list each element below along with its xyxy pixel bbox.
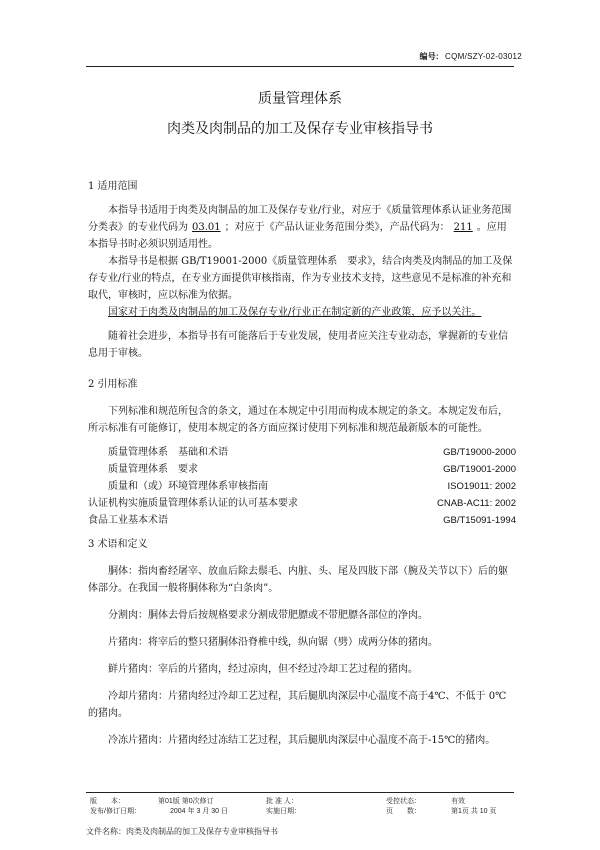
- standard-name: 认证机构实施质量管理体系认证的认可基本要求: [88, 498, 298, 509]
- document-body: [88, 178, 516, 749]
- edition-value: 第01版 第0次修订: [158, 798, 214, 805]
- term-definition: 分割肉：胴体去骨后按规格要求分割成带肥膘或不带肥膘各部位的净肉。: [108, 610, 428, 621]
- product-code: 211: [453, 222, 473, 233]
- standards-list: [88, 444, 516, 529]
- standard-code: GB/T15091-1994: [443, 515, 516, 526]
- page-title: 质量管理体系: [258, 91, 342, 107]
- implementation-date-label: 实施日期：: [266, 808, 301, 815]
- standard-name: 食品工业基本术语: [88, 515, 168, 526]
- standard-code: ISO19011: 2002: [447, 481, 516, 492]
- document-footer: [86, 792, 514, 815]
- approver-label: 批 准 人：: [266, 798, 298, 805]
- edition-label: 版 本：: [90, 798, 125, 805]
- standard-code: GB/T19000-2000: [443, 447, 516, 458]
- references-paragraph: 下列标准和规范所包含的条文，通过在本规定中引用而构成本规定的条文。本规定发布后，所示标准有可能修订，使用本规定的各方面应探讨使用下列标准和规范最新版本的可能性。: [88, 406, 508, 434]
- file-name: 文件名称：肉类及肉制品的加工及保存专业审核指导书: [86, 827, 278, 836]
- standard-name: 质量管理体系 要求: [108, 464, 198, 475]
- term-definition: 鲜片猪肉：宰后的片猪肉，经过凉肉，但不经过冷却工艺过程的猪肉。: [108, 664, 418, 675]
- standard-row: [88, 461, 516, 478]
- status-label: 受控状态：: [386, 798, 421, 805]
- standard-name: 质量管理体系 基础和术语: [108, 447, 228, 458]
- scope-paragraph-2: 本指导书是根据 GB/T19001-2000《质量管理体系 要求》，结合肉类及肉制品的加工及保存专业/行业的特点，在专业方面提供审核指南，作为专业技术支持，这些意见不是标准的补充和取代，审核时，应以标准为依据。: [88, 256, 513, 301]
- document-number-label: 编号:: [419, 52, 440, 61]
- term-definition: 胴体：指肉畜经屠宰、放血后除去鬃毛、内脏、头、尾及四肢下部（腕及关节以下）后的躯体部分。在我国一般将胴体称为“白条肉”。: [88, 566, 508, 594]
- publish-date-value: 2004 年 3 月 30 日: [170, 808, 228, 815]
- page-count-label: 页 数：: [386, 808, 421, 815]
- scope-p1-text-a: 本指导书适用于肉类及肉制品的加工及保存专业/行业，对应于《质量管理体系认证业务范围分类表》的专业代码为: [88, 205, 512, 233]
- standard-row: [88, 512, 516, 529]
- scope-paragraph-4: 随着社会进步，本指导书有可能落后于专业发展，使用者应关注专业动态，掌握新的专业信息用于审核。: [88, 331, 508, 359]
- status-value: 有效: [451, 798, 465, 805]
- standard-row: [88, 444, 516, 461]
- page-count-value: 第1页 共 10 页: [451, 808, 497, 815]
- profession-code: 03.01: [192, 222, 221, 233]
- scope-paragraph-1: [88, 202, 516, 253]
- document-number: [419, 51, 522, 62]
- scope-paragraph-3: 国家对于肉类及肉制品的加工及保存专业/行业正在制定新的产业政策，应予以关注。: [108, 307, 482, 318]
- section-heading-references: 2 引用标准: [88, 379, 138, 390]
- footer-divider: [86, 792, 514, 793]
- term-definition: 冷却片猪肉：片猪肉经过冷却工艺过程，其后腿肌肉深层中心温度不高于4℃、不低于 0℃的猪肉。: [88, 691, 507, 719]
- term-definition: 片猪肉：将宰后的整只猪胴体沿脊椎中线，纵向锯（劈）成两分体的猪肉。: [108, 637, 438, 648]
- section-heading-scope: 1 适用范围: [88, 181, 138, 192]
- page-subtitle: 肉类及肉制品的加工及保存专业审核指导书: [167, 121, 433, 137]
- standard-row: [88, 495, 516, 512]
- term-definition: 冷冻片猪肉：片猪肉经过冻结工艺过程，其后腿肌肉深层中心温度不高于-15℃的猪肉。: [108, 735, 496, 746]
- standard-row: [88, 478, 516, 495]
- standard-code: GB/T19001-2000: [443, 464, 516, 475]
- section-heading-terms: 3 术语和定义: [88, 539, 148, 550]
- standard-code: CNAB-AC11: 2002: [436, 498, 516, 509]
- document-number-value: CQM/SZY-02-03012: [445, 52, 522, 61]
- publish-date-label: 发布/修订日期：: [90, 808, 141, 815]
- header-divider: [86, 66, 514, 67]
- scope-p1-text-b: ；对应于《产品认证业务范围分类》，产品代码为：: [224, 222, 450, 233]
- standard-name: 质量和（或）环境管理体系审核指南: [108, 481, 268, 492]
- scope-p1-text-c: 。应用本指导书时必须识别适用性。: [88, 222, 507, 250]
